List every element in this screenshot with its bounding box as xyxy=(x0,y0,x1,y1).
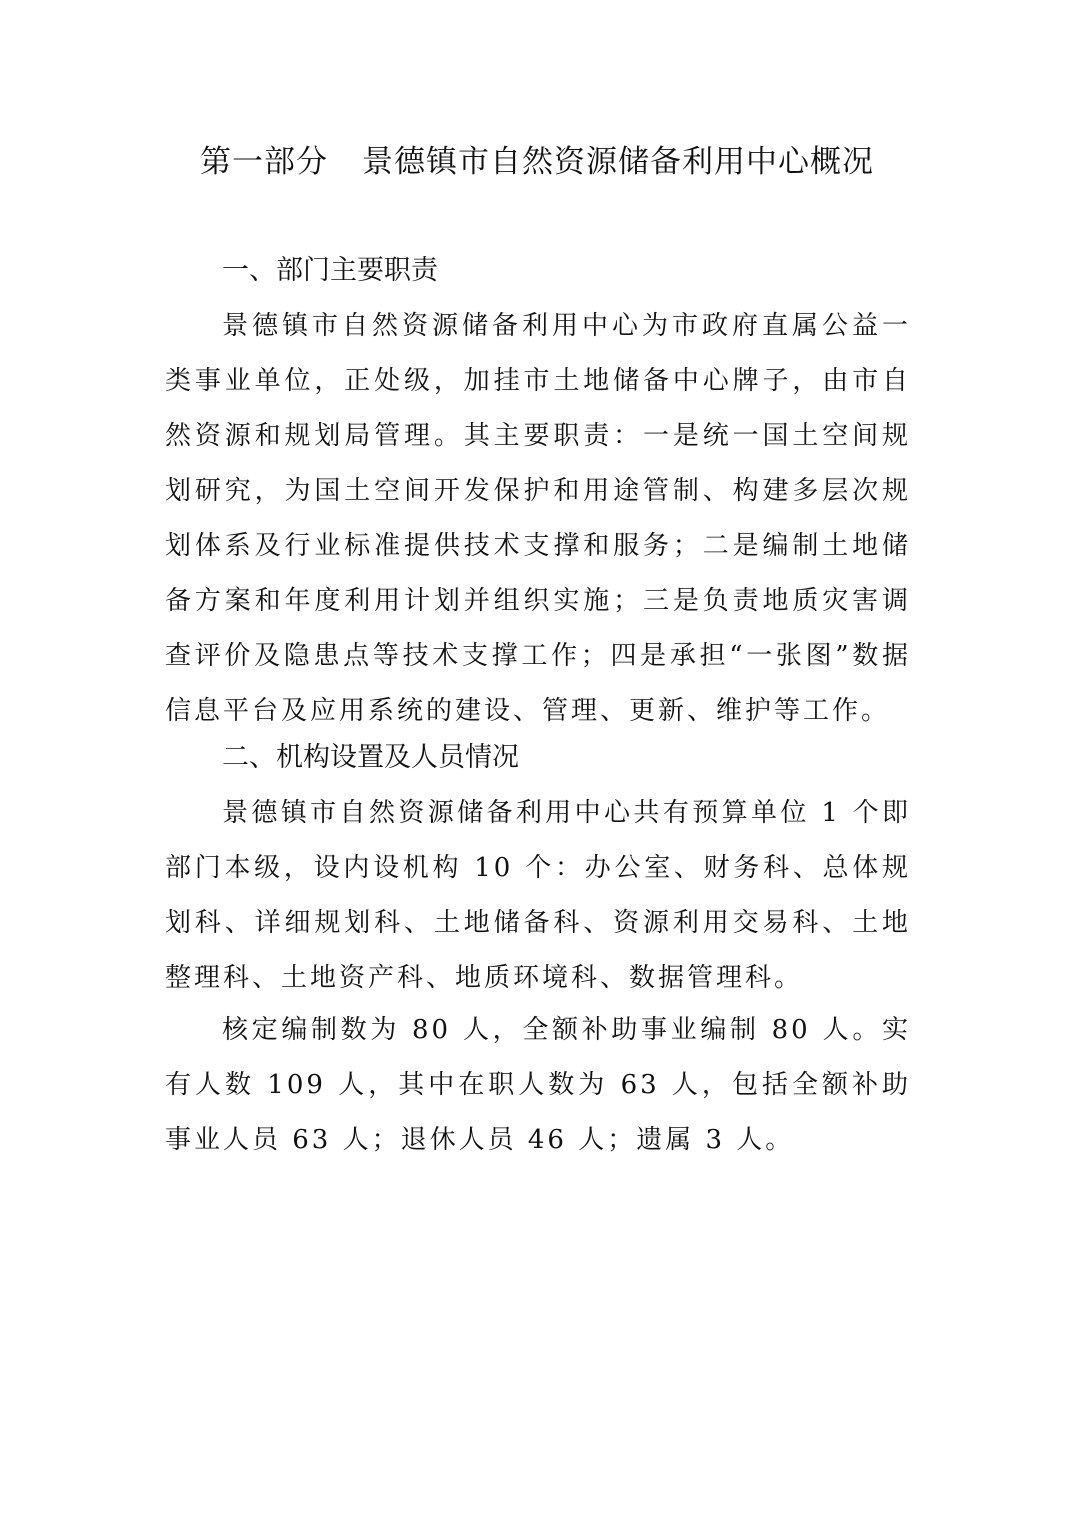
section-heading-responsibilities: 一、部门主要职责 xyxy=(222,255,438,286)
paragraph-staffing: 核定编制数为 80 人，全额补助事业编制 80 人。实有人数 109 人，其中在职人数为 63 人，包括全额补助事业人员 63 人；退休人员 46 人；遗属 3 人。 xyxy=(165,1015,911,1155)
page-title xyxy=(0,140,1074,184)
section-heading-organization: 二、机构设置及人员情况 xyxy=(222,742,519,773)
title-part-label: 第一部分 xyxy=(200,144,328,180)
paragraph-responsibilities: 景德镇市自然资源储备利用中心为市政府直属公益一类事业单位，正处级，加挂市土地储备中心牌子，由市自然资源和规划局管理。其主要职责：一是统一国土空间规划研究，为国土空间开发保护和用途管制、构建多层次规划体系及行业标准提供技术支撑和服务；二是编制土地储备方案和年度利用计划并组织实施；三是负责地质灾害调查评价及隐患点等技术支撑工作；四是承担“一张图”数据信息平台及应用系统的建设、管理、更新、维护等工作。 xyxy=(165,311,911,726)
title-main-text: 景德镇市自然资源储备利用中心概况 xyxy=(362,144,874,180)
paragraph-organization: 景德镇市自然资源储备利用中心共有预算单位 1 个即部门本级，设内设机构 10 个：办公室、财务科、总体规划科、详细规划科、土地储备科、资源利用交易科、土地整理科、土地资产科、地质环境科、数据管理科。 xyxy=(165,798,911,993)
